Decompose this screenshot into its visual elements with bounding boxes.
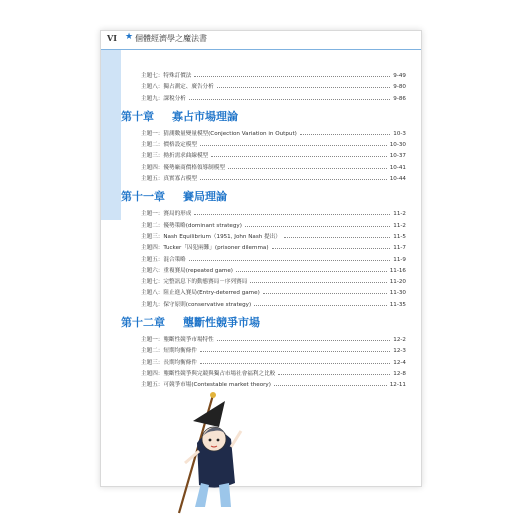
dot-leader bbox=[200, 362, 390, 364]
toc-entry[interactable] bbox=[141, 335, 406, 346]
entry-title: 主題九：課稅分析 bbox=[141, 95, 186, 102]
entry-title: 主題七：特殊訂價法 bbox=[141, 73, 192, 79]
entry-title: 主題五：真實寡占模型 bbox=[141, 176, 197, 183]
toc-entry[interactable] bbox=[141, 288, 406, 299]
dot-leader bbox=[245, 225, 390, 227]
entry-page-number: 10-37 bbox=[389, 153, 406, 160]
entry-page-number: 11-2 bbox=[393, 222, 406, 229]
toc-entry[interactable] bbox=[141, 369, 406, 380]
entry-page-number: 11-5 bbox=[393, 233, 406, 240]
toc-entry[interactable] bbox=[141, 129, 406, 140]
entry-page-number: 11-35 bbox=[389, 301, 406, 308]
dot-leader bbox=[189, 98, 391, 100]
wizard-mascot-illustration bbox=[173, 391, 245, 516]
chapter-title: 寡占市場理論 bbox=[172, 109, 238, 123]
chapter-title: 壟斷性競爭市場 bbox=[183, 316, 260, 330]
chapter-title: 賽局理論 bbox=[183, 190, 227, 204]
entry-title: 主題四：優勢廠商價格領導制模型 bbox=[141, 164, 225, 171]
entry-title: 主題九：保守原則(conservative strategy) bbox=[141, 301, 252, 308]
toc-entry[interactable] bbox=[141, 255, 406, 266]
entry-title: 主題二：價格設定模型 bbox=[141, 142, 197, 149]
entry-title: 主題三：Nash Equilibrium（1951, John Nash 提出） bbox=[141, 233, 281, 240]
dot-leader bbox=[263, 292, 387, 294]
toc-entry[interactable] bbox=[141, 380, 406, 391]
toc-entry[interactable] bbox=[141, 140, 406, 151]
entry-page-number: 12-11 bbox=[389, 382, 406, 389]
chapter-number: 第十一章 bbox=[121, 190, 165, 204]
entry-title: 主題一：賽局的形成 bbox=[141, 211, 192, 218]
dot-leader bbox=[194, 75, 390, 77]
toc-entry[interactable] bbox=[141, 71, 406, 82]
book-title: 個體經濟學之魔法書 bbox=[135, 34, 207, 43]
entry-page-number: 9-49 bbox=[393, 73, 406, 79]
toc-entry[interactable] bbox=[141, 221, 406, 232]
dot-leader bbox=[189, 259, 391, 261]
dot-leader bbox=[274, 384, 387, 386]
entry-page-number: 12-4 bbox=[393, 359, 406, 366]
dot-leader bbox=[300, 133, 390, 135]
toc-entry[interactable] bbox=[141, 346, 406, 357]
chapter-heading[interactable] bbox=[121, 185, 406, 209]
entry-page-number: 11-20 bbox=[389, 279, 406, 286]
toc-entry[interactable] bbox=[141, 163, 406, 174]
dot-leader bbox=[211, 155, 387, 157]
dot-leader bbox=[236, 270, 387, 272]
entry-title: 主題五：可競爭市場(Contestable market theory) bbox=[141, 382, 271, 389]
entry-title: 主題五：混合策略 bbox=[141, 256, 186, 263]
chapter-number: 第十二章 bbox=[121, 316, 165, 330]
entry-title: 主題二：優勢策略(dominant strategy) bbox=[141, 222, 242, 229]
toc-entry[interactable] bbox=[141, 266, 406, 277]
entry-title: 主題六：重複賽局(repeated game) bbox=[141, 267, 233, 274]
toc-entry[interactable] bbox=[141, 358, 406, 369]
toc-entry[interactable] bbox=[141, 151, 406, 162]
entry-title: 主題一：壟斷性競爭市場特性 bbox=[141, 337, 214, 344]
entry-page-number: 10-3 bbox=[393, 130, 406, 137]
entry-page-number: 10-41 bbox=[389, 164, 406, 171]
header-rule bbox=[101, 49, 421, 50]
star-icon: ★ bbox=[125, 32, 134, 42]
page-header bbox=[101, 31, 421, 49]
toc-entry[interactable] bbox=[141, 209, 406, 220]
entry-page-number: 10-44 bbox=[389, 176, 406, 183]
entry-page-number: 12-3 bbox=[393, 348, 406, 355]
entry-page-number: 9-80 bbox=[393, 84, 406, 91]
chapter-heading[interactable] bbox=[121, 311, 406, 335]
dot-leader bbox=[217, 339, 391, 341]
entry-title: 主題四：壟斷性競爭與完競與獨占市場社會福利之比較 bbox=[141, 370, 276, 377]
entry-page-number: 9-86 bbox=[393, 95, 406, 102]
toc-entry[interactable] bbox=[141, 300, 406, 311]
toc-entry[interactable] bbox=[141, 94, 406, 105]
entry-page-number: 11-9 bbox=[393, 256, 406, 263]
entry-title: 主題四：Tucker「囚犯兩難」(prisoner dilemma) bbox=[141, 245, 269, 252]
dot-leader bbox=[250, 281, 386, 283]
entry-title: 主題七：完整訊息下的動態賽局－序列賽局 bbox=[141, 279, 248, 286]
entry-title: 主題二：短期均衡條件 bbox=[141, 348, 197, 355]
dot-leader bbox=[284, 236, 390, 238]
dot-leader bbox=[228, 167, 387, 169]
entry-page-number: 11-7 bbox=[393, 245, 406, 252]
entry-page-number: 10-30 bbox=[389, 142, 406, 149]
dot-leader bbox=[200, 144, 387, 146]
page-number: VI bbox=[107, 33, 117, 43]
dot-leader bbox=[217, 86, 391, 88]
toc-entry[interactable] bbox=[141, 82, 406, 93]
entry-title: 主題八：阻止進入賽局(Entry-deterred game) bbox=[141, 290, 260, 297]
dot-leader bbox=[254, 304, 387, 306]
dot-leader bbox=[194, 213, 390, 215]
dot-leader bbox=[272, 247, 391, 249]
entry-title: 主題三：拗折需求曲線模型 bbox=[141, 153, 209, 160]
entry-page-number: 11-30 bbox=[389, 290, 406, 297]
chapter-heading[interactable] bbox=[121, 105, 406, 129]
dot-leader bbox=[278, 373, 390, 375]
entry-title: 主題三：長期均衡條件 bbox=[141, 359, 197, 366]
entry-title: 主題八：獨占測定、廣告分析 bbox=[141, 84, 214, 91]
entry-page-number: 11-2 bbox=[393, 211, 406, 218]
chapter-number: 第十章 bbox=[121, 109, 154, 123]
entry-title: 主題一：猜測數量變量模型(Conjection Variation in Output) bbox=[141, 130, 297, 137]
entry-page-number: 12-8 bbox=[393, 370, 406, 377]
toc-entry[interactable] bbox=[141, 277, 406, 288]
toc-entry[interactable] bbox=[141, 232, 406, 243]
table-of-contents bbox=[121, 71, 406, 392]
dot-leader bbox=[200, 350, 390, 352]
side-color-band bbox=[101, 50, 121, 220]
book-page bbox=[100, 30, 422, 487]
entry-page-number: 12-2 bbox=[393, 337, 406, 344]
toc-entry[interactable] bbox=[141, 174, 406, 185]
dot-leader bbox=[200, 178, 387, 180]
toc-entry[interactable] bbox=[141, 243, 406, 254]
entry-page-number: 11-16 bbox=[389, 267, 406, 274]
